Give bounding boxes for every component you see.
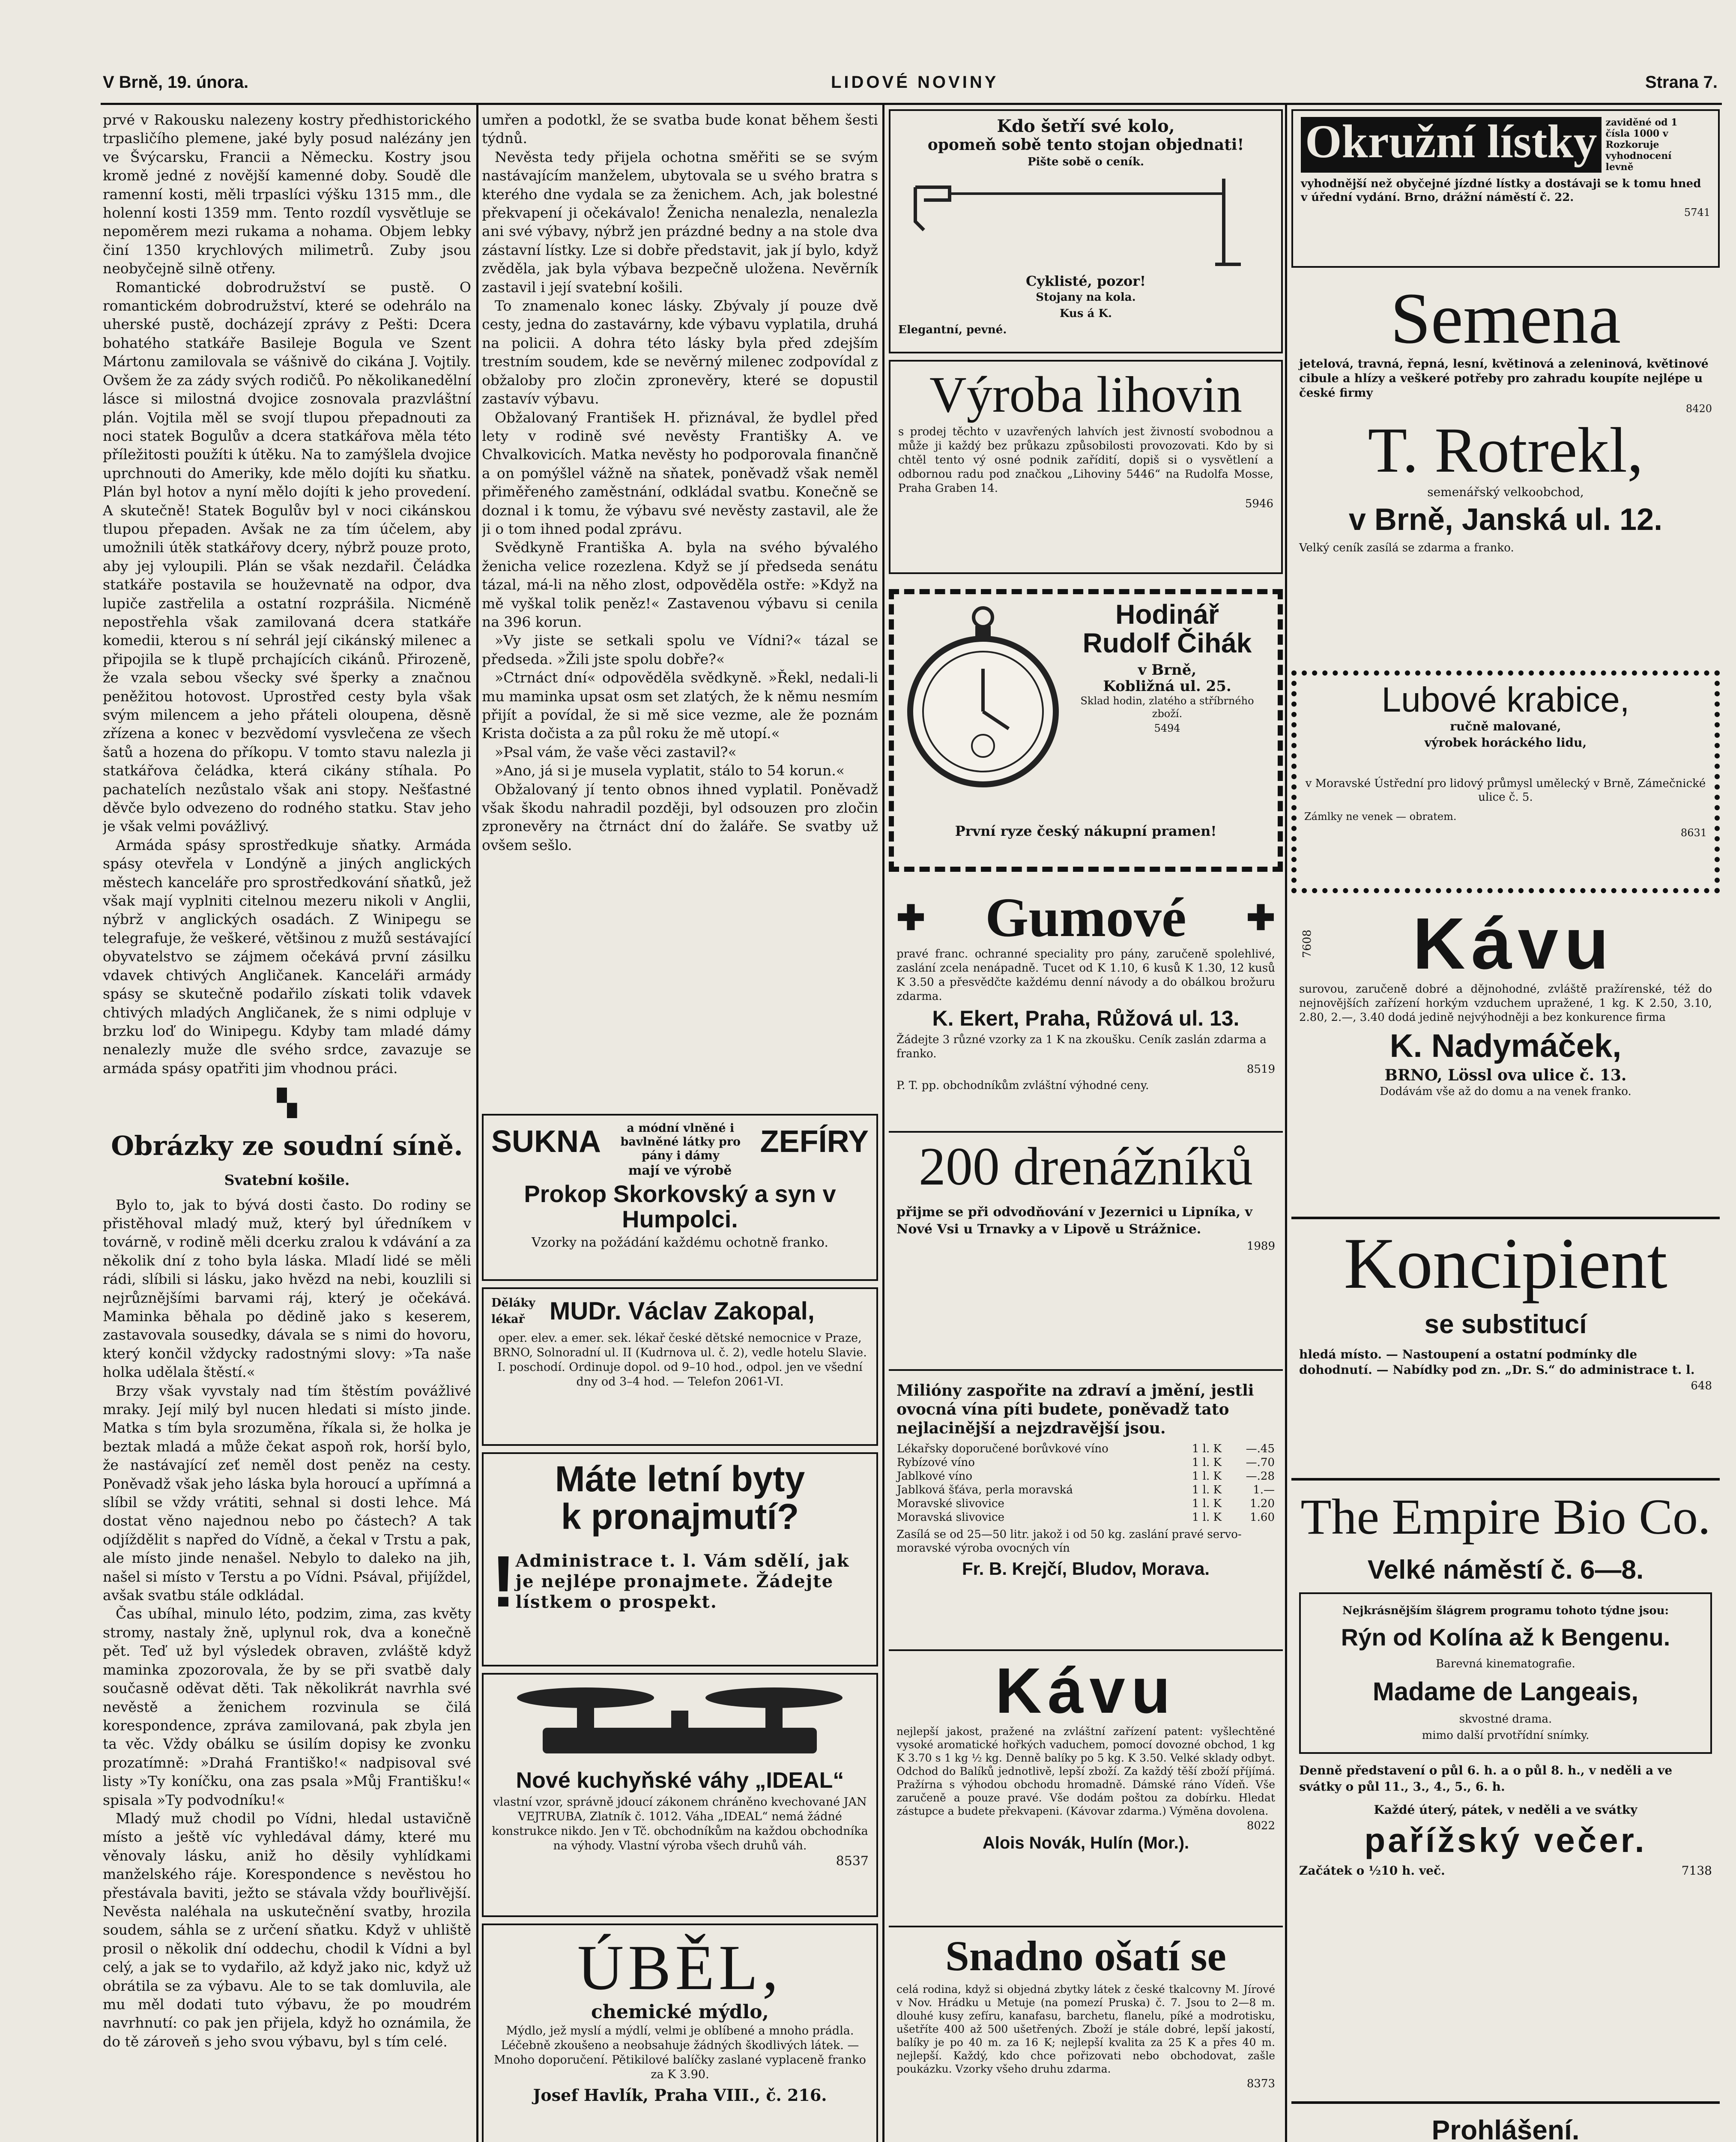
ad-lihovin-title: Výroba lihovin — [929, 366, 1242, 423]
ad-empire-every: Každé úterý, pátek, v neděli a ve svátky — [1374, 1803, 1637, 1817]
column-rule-1 — [476, 105, 478, 2142]
ad-gumove-firm: K. Ekert, Praha, Růžová ul. 13. — [932, 1006, 1240, 1030]
ad-osati-num: 8373 — [1246, 2077, 1275, 2090]
ad-sukna-mid: a módní vlněné i bavlněné látky pro pány i dámy — [620, 1122, 741, 1162]
article-paragraph: Romantické dobrodružství se pustě. O romantickém dobrodružství, které se odehrálo na uherské pustě, docházejí zprávy z Pešti: Dcera bohatého statkáře Basileje Bogula ve Szent Mártonu zamilovala se vášnivě do cikána J. Vojtily. Ovšem že za zády svých rodičů. Po několikanedělní lásce si milostná dvojice zosnovala prazvláštní plán. Vojtila měl se svojí tlupou přepadnouti za noci statek Bogulův a dcera statkářova měla této příležitosti použíti k útěku. Na to zamýšlela dvojice uprchnouti do Ameriky, kde mělo dojíti ku sňatku. Plán byl hotov a nyní mělo dojíti k jeho provedení. A skutečně! Statek Bogulův byl v noci cikánskou tlupou přepaden. Avšak ne za tím účelem, aby umožnili útěk statkářovy dcery, nýbrž pouze proto, aby jej vyloupili. Plán se však nezdařil. Čeládka statkáře postavila se houževnatě na odpor, dva lupiče zastřelila a ostatní rozprášila. Nicméně nepostřehla však zamilovaná dcera statkáře komedii, kterou s ní sehrál její cikánský milenec a připojila se k tlupě prchajících cikánů. Přirozeně, že vzala sebou všecky své šperky a značnou peněžitou hotovost. Uprostřed cesty byla však svým milencem a jeho přáteli oloupena, děsně zřízena a konec v bezvědomí vysvlečena ze všech šatů a hozena do příkopu. V tomto stavu nalezla ji statkářova čeládka, která cikány stíhala. Po pachatelích nezůstalo však ani stopy. Nešťastné děvče bylo odvezeno do rodného statku. Stav jeho je však velmi povážlivý. — [103, 278, 471, 835]
story-paragraph: Bylo to, jak to bývá dosti často. Do rodiny se přistěhoval mladý muž, který byl úředníkem v továrně, v rodině měli dcerku zralou k vdávání a za několik dní z toho byla láska. Mladí lidé se měli rádi, slíbili si lásku, jako hvězd na nebi, kouzlili si nejrůznějšími barvami ráj, který je očekává. Maminka běhala po dědině jako s keserem, zastavovala sousedky, dávala se s nimi do hovoru, který končil vždycky radostnými slovy: »Ta naše holka udělala štěstí.« — [103, 1196, 471, 1381]
ad-hodinar — [889, 589, 1283, 872]
ad-okruzni-title: Okružní lístky — [1301, 117, 1602, 173]
header-rule — [101, 103, 1722, 105]
price-value: 1.60 — [1250, 1511, 1275, 1524]
cross-icon: ✚ — [896, 897, 926, 938]
ad-osati-body: celá rodina, když si objedná zbytky látek z české tkalcovny M. Jírové v Nov. Hrádku u Metuje (na pomezí Pruska) č. 7. Jsou to 2—8 m. dlouhé kusy zefíru, kanafasu, barchetu, flanelu, píké a modrotisku, ušetříte 400 až 500 ušetřených. Zboží je stále dobré, lepší jakostí, balíky je po 40 m. za 16 K; nejlepší kvalita za 25 K a přes 40 m. nejlepší. Každý, kdo chce pořizovati nebo obchodovat, zašle poukázku. Vzorky všeho druhu zdarma. — [896, 1983, 1275, 2075]
ad-vahy-body: vlastní vzor, správně jdoucí zákonem chráněno kvechované JAN VEJTRUBA, Zlatník č. 1012. Váha „IDEAL“ nemá žádné konstrukce nikdo. Jen v Tč. obchodníkům na každou obchodníka na výhody. Vlastní výroba všech druhů váh. — [492, 1795, 868, 1852]
ad-krabice-body: v Moravské Ústřední pro lidový průmysl umělecký v Brně, Zámečnické ulice č. 5. — [1305, 777, 1706, 804]
ad-prohlaseni — [1291, 2101, 1720, 2142]
ad-kolo-l6: Kus á K. — [1059, 307, 1112, 320]
ad-okruzni-body: vyhodnější než obyčejné jízdné lístky a dostávaji se k tomu hned v úřední vydání. Brno, drážní náměstí č. 22. — [1301, 177, 1701, 204]
exclamation-icon: ! — [491, 1541, 516, 1623]
price-value: —.28 — [1246, 1470, 1275, 1483]
ad-drenazniku-body: přijme se při odvodňování v Jezernici u Lipníka, v Nové Vsi u Trnavky a v Lipově u Strážnice. — [896, 1205, 1252, 1237]
price-item: Moravské slivovice — [897, 1497, 1004, 1510]
ad-gumove-num: 8519 — [1246, 1063, 1275, 1076]
ad-vino — [889, 1375, 1283, 1641]
ad-hodinar-l3: v Brně, — [1138, 661, 1197, 679]
ad-prohlaseni-title: Prohlášení. — [1431, 2115, 1580, 2142]
ad-kolo-l5: Stojany na kola. — [1036, 291, 1136, 304]
column-1 — [103, 111, 471, 2142]
ad-semena-num: 8420 — [1685, 402, 1712, 415]
section-heading: Obrázky ze soudní síně. — [111, 1130, 463, 1162]
price-row — [896, 1442, 1275, 1456]
article-paragraph: »Vy jiste se setkali spolu ve Vídni?« tázal se předseda. »Žili jste spolu dobře?« — [482, 632, 878, 667]
ad-hodinar-l5: Sklad hodin, zlatého a stříbrného zboží. — [1080, 695, 1254, 720]
price-value: —.45 — [1246, 1442, 1275, 1455]
ad-empire-program — [1299, 1592, 1712, 1754]
ad-kavu1-title: Kávu — [995, 1654, 1177, 1726]
ad-ubel — [482, 1924, 878, 2142]
price-item: Jablkové víno — [897, 1470, 973, 1483]
ad-koncipient — [1291, 1217, 1720, 1469]
price-row — [896, 1469, 1275, 1483]
ad-gumove-note: Žádejte 3 různé vzorky za 1 K na zkoušku. Ceník zaslán zdarma a franko. — [896, 1033, 1267, 1060]
ad-zakopal-title: Děláky lékař — [491, 1296, 535, 1326]
price-value: —.70 — [1246, 1456, 1275, 1469]
article-paragraph: »Ano, já si je musela vyplatit, stálo to 54 korun.« — [495, 762, 845, 779]
article-paragraph: Armáda spásy sprostředkuje sňatky. Armáda spásy otevřela v Londýně a jiných anglických městech kanceláře pro sprostředkování sňatků, jež však mají vyplniti citelnou mezeru nikoli v Anglii, nýbrž v anglických osadách. Z Winipegu se telegrafuje, že veškeré, většinou z mužů sestávající obyvatelstvo se zájmem očekává první zásilku vdavek chtivých Angličanek. Kanceláři armády spásy se skutečně podařilo získati tolik vdavek chtivých mladých Angličanek, že s nimi odpluje v brzku loď do Winipegu. Kdyby tam mladé dámy nenalezly muže dle svého srdce, zavazuje se armáda spásy opatřiti jim vhodnou práci. — [103, 836, 471, 1077]
price-unit: 1 l. K — [1192, 1442, 1222, 1455]
column-rule-3 — [1285, 105, 1287, 2142]
ad-hodinar-l4: Kobližná ul. 25. — [1103, 678, 1231, 695]
ad-kavu2-foot: Dodávám vše až do domu a na venek franko. — [1380, 1085, 1631, 1098]
ad-lihovin-body: s prodej těchto v uzavřených lahvích jest živností svobodnou a může ji každý bez průkazu způsobilosti provozovati. Kdo by si chtěl tento vý osné podnik zařídití, dopiš si o vysvětlení a odbornou radu pod značkou „Lihoviny 5446“ na Rudolfa Mosse, Praha Graben 14. — [898, 425, 1273, 495]
ad-letni-line2: k pronajmutí? — [561, 1496, 799, 1537]
ad-semena-sub: semenářský velkoobchod, — [1427, 485, 1584, 499]
article-paragraph: »Psal vám, že vaše věci zastavil?« — [495, 743, 737, 760]
ad-drenazniku-num: 1989 — [1246, 1240, 1275, 1253]
ad-empire-paris: pařížský večer. — [1364, 1821, 1647, 1860]
price-unit: 1 l. K — [1192, 1497, 1222, 1510]
story-paragraph: Čas ubíhal, minulo léto, podzim, zima, zas květy stromy, nastaly žně, uplynul rok, dva a konečně pět. Teď už byl výsledek obraven, zvláště když maminka zpozorovala, že by se při svatbě daly současně oděvat děti. Tak několikrát navrhla své nevěstě a ženichem rozvinula se čilá korespondence, zpráva zamilovaná, pak zbyla jen ta věc. Vždy obálku se úsilím dopisy ke zvonku prozatímně: »Drahá Františko!« nadpisoval své listy »Ty koníčku, ona zas psala »Můj Františku!« spisala »Ty podvodníku!« — [103, 1605, 471, 1808]
newspaper-title: LIDOVÉ NOVINY — [831, 73, 999, 92]
article-paragraph: Obžalovaný František H. přiznával, že bydlel před lety v rodině své nevěsty Františky A. ve Chvalkovicích. Matka nevěsty ho podporovala finančně a on pomýšlel vážně na sňatek, poněvadž však neměl přiměřeného zaměstnání, odkládal svatbu. Konečně se doznal i k tomu, že výbavu své nevěsty zastavil, ale že ji o tom ihned podal zprávu. — [482, 409, 878, 537]
article-paragraph: umřen a podotkl, že se svatba bude konat během šesti týdnů. — [482, 111, 878, 147]
ad-hodinar-l1: Hodinář — [1115, 599, 1219, 630]
ad-ubel-addr: Josef Havlík, Praha VIII., č. 216. — [533, 2085, 827, 2105]
ad-kavu2-side: 7608 — [1301, 930, 1314, 958]
ad-okruzni-side: zaviděné od 1 čísla 1000 v Rozkoruje vyhodnocení levně — [1605, 117, 1678, 173]
ad-sukna-maker: Prokop Skorkovský a syn v Humpolci. — [524, 1180, 836, 1233]
kitchen-scale-icon — [491, 1681, 868, 1762]
ad-vahy-title: Nové kuchyňské váhy „IDEAL“ — [516, 1768, 844, 1793]
ad-zakopal-name: MUDr. Václav Zakopal, — [550, 1297, 815, 1325]
ad-vino-foot: Zasílá se od 25—50 litr. jakož i od 50 kg. zaslání pravé servo-moravské výroba ovocných vín — [896, 1528, 1242, 1555]
price-unit: 1 l. K — [1192, 1511, 1222, 1524]
ad-semena — [1291, 274, 1720, 664]
ad-krabice-num: 8631 — [1680, 827, 1707, 839]
price-unit: 1 l. K — [1192, 1456, 1222, 1469]
ad-letni-body: Administrace t. l. Vám sdělí, jak je nejlépe pronajmete. Žádejte lístkem o prospekt. — [515, 1551, 850, 1612]
ad-empire-film2n: mimo další prvotřídní snímky. — [1422, 1729, 1590, 1742]
ad-kolo — [889, 109, 1283, 353]
ad-krabice — [1291, 670, 1720, 893]
page-header — [103, 73, 1718, 99]
ad-semena-foot: Velký ceník zasílá se zdarma a franko. — [1299, 541, 1514, 554]
ad-gumove-note2: P. T. pp. obchodníkům zvláštní výhodné ceny. — [896, 1079, 1149, 1092]
ad-semena-firm: T. Rotrekl, — [1368, 414, 1643, 486]
page-number: Strana 7. — [1645, 73, 1718, 92]
price-unit: 1 l. K — [1192, 1484, 1222, 1496]
ad-ubel-title: ÚBĚL, — [577, 1932, 783, 2003]
ad-gumove-body: pravé franc. ochranné speciality pro pány, zaručeně spolehlivé, zaslání zcela nenápadně. Tucet od K 1.10, 6 kusů K 1.30, 12 kusů K 3.50 a přesvědčte každému denní návody a do obálkou brožuru zdarma. — [896, 947, 1275, 1003]
ad-semena-title: Semena — [1390, 278, 1621, 359]
ad-sukna — [482, 1114, 878, 1281]
ad-kolo-l1: Kdo šetří své kolo, — [997, 116, 1175, 136]
ad-vino-intro: Milióny zaspořite na zdraví a jmění, jestli ovocná vína píti budete, poněvadž tato nejlacinější a nejzdravější jsou. — [896, 1382, 1254, 1437]
ad-drenazniku-title: 200 drenážníků — [918, 1137, 1253, 1197]
article-paragraph: prvé v Rakousku nalezeny kostry předhistorického trpasličího plemene, jaké byly posud nalézány jen ve Švýcarsku, Francii a Německu. Kostry jsou kromě jedné z novější kamenné doby. Soudě dle ramenní kosti, měli trpaslíci výšku 1315 mm., dle holenní kosti 1359 mm. Tento rozdíl vysvětluje se nepoměrem mezi rukama a nohama. Objem lebky činí 1350 krychlových milimetrů. Zuby jsou neobyčejně silně otřeny. — [103, 111, 471, 277]
ad-kolo-l3: Pište sobě o ceník. — [1027, 156, 1144, 168]
ad-gumove — [889, 883, 1283, 1122]
price-unit: 1 l. K — [1192, 1470, 1222, 1483]
ad-koncipient-num: 648 — [1691, 1379, 1712, 1392]
ad-empire-footer — [1299, 1863, 1712, 1879]
ad-kavu2-addr: BRNO, Lössl ova ulice č. 13. — [1384, 1066, 1627, 1085]
ad-hodinar-foot: První ryze český nákupní pramen! — [955, 823, 1217, 839]
column-2-article — [482, 111, 878, 1104]
ad-ubel-sub: chemické mýdlo, — [591, 2001, 769, 2023]
ad-krabice-title: Lubové krabice, — [1381, 680, 1630, 719]
ad-drenazniku — [889, 1131, 1283, 1371]
ad-okruzni — [1291, 109, 1720, 268]
ad-kavu1-firm: Alois Novák, Hulín (Mor.). — [982, 1833, 1189, 1852]
bicycle-stand-icon — [898, 170, 1275, 269]
ad-kolo-l2: opomeň sobě tento stojan objednati! — [927, 136, 1244, 154]
ad-hodinar-l2: Rudolf Čihák — [1082, 628, 1252, 659]
issue-date: V Brně, 19. února. — [103, 73, 249, 92]
price-list — [896, 1442, 1275, 1524]
ad-vino-firm: Fr. B. Krejčí, Bludov, Morava. — [962, 1559, 1210, 1579]
price-value: 1.— — [1253, 1484, 1275, 1496]
ad-zakopal — [482, 1287, 878, 1446]
ad-kavu2-body: surovou, zaručeně dobré a dějnohodné, zvláště pražírenské, též do nejnovějších zařízení horkým vzduchem upražené, 1 kg. K 2.50, 3.10, 2.80, 2.—, 3.40 dodá jedině nejvýhodněji a bez konkurence firma — [1299, 982, 1712, 1024]
ad-sukna-note: Vzorky na požádání každému ochotně franko. — [532, 1235, 828, 1250]
cross-icon: ✚ — [1246, 897, 1275, 938]
story-paragraph: Mladý muž chodil po Vídni, hledal ustavičně místo a ještě víc vyhledával dámy, které mu věnovaly lásku, aniž ho děsily vyhlídkami manželského ráje. Korespondence s nevěstou ho přestávala baviti, ježto se stávala vždy bouřlivější. Nevěsta naléhala na uskutečnění svatby, hrozila soudem, sáhla se z určení sňatku. Když v uhliště prosil o několik dní oddechu, chodil k Vídni a byl celý, a jak se to vydařilo, až když jako nic, když už obrátila se za výbavu. Ale to se tak domluvila, ale mu měl dodati tuto výbavu, že po moudrém navrhnutí: co pak jen přijela, když ho oznámila, že do tě zároveň s jeho svou výbavu, byl s tím celé. — [103, 1810, 471, 2050]
ad-lihovin — [889, 360, 1283, 574]
ad-krabice-sub2: výrobek horáckého lidu, — [1424, 736, 1587, 750]
ad-koncipient-title: Koncipient — [1344, 1223, 1667, 1304]
article-paragraph: »Ctrnáct dní« odpověděla svědkyně. »Řekl, nedali-li mu maminka upsat osm set zlatých, že k němu nesmím přijít a povídal, že si mě sice vezme, ale že poznám Krista dočista a za půl roku že mě utopí.« — [482, 669, 878, 742]
article-paragraph: Obžalovaný jí tento obnos ihned vyplatil. Poněvadž však škodu nahradil později, byl odsouzen pro zločin zpronevěry na čtrnáct dní do žaláře. Se svatby už ovšem sešlo. — [482, 781, 878, 853]
ad-semena-city: v Brně, Janská ul. 12. — [1348, 503, 1663, 537]
story-paragraph: Brzy však vyvstaly nad tím štěstím povážlivé mraky. Její milý byl nucen hledati si místo jinde. Matka s tím byla srozuměna, říkala si, že holka je beztak mladá a může čekat aspoň rok, horší bylo, že nastávající zeť neměl dost peněz na cesty. Poněvadž však jeho láska byla horoucí a upřímná a slíbil se vždy vrátiti, sehnal si dosti lehce. Má dostat věno najednou nebo po částech? A tak odjíždělit s napřed do Vídně, a čekal v Trstu a pak, ale místo jinde nenašel. Nebylo to daleko na jih, našel si místo v Terstu a po Vídni. Psával, přijíždel, avšak svatbu stále odkládal. — [103, 1382, 471, 1604]
ad-kolo-l7: Elegantní, pevné. — [898, 323, 1007, 336]
ad-ubel-body: Mýdlo, jež myslí a mýdlí, velmi je oblíbené a mnoho prádla. Léčebně zkoušeno a neobsahuje žádných škodlivých látek. — Mnoho doporučení. Pětikilové balíčky zaslané vyplaceně franko za K 3.90. — [494, 2024, 866, 2081]
ad-koncipient-body: hledá místo. — Nastoupení a ostatní podmínky dle dohodnutí. — Nabídky pod zn. „Dr. S.“ do administrace t. l. — [1299, 1347, 1695, 1377]
price-row — [896, 1456, 1275, 1469]
ad-kavu2-firm: K. Nadymáček, — [1389, 1027, 1622, 1064]
ad-krabice-note: Zámlky ne venek — obratem. — [1304, 811, 1457, 823]
ad-letni-byty — [482, 1452, 878, 1666]
ad-empire-title: The Empire Bio Co. — [1300, 1489, 1711, 1545]
ad-empire-film2: Madame de Langeais, — [1372, 1677, 1639, 1706]
ad-vahy-num: 8537 — [836, 1853, 869, 1869]
ad-kavu-novak — [889, 1649, 1283, 1919]
price-item: Moravská slivovice — [897, 1511, 1005, 1524]
ad-empire-film1: Rýn od Kolína až k Bengenu. — [1341, 1623, 1670, 1651]
ad-sukna-right: ZEFÍRY — [760, 1125, 869, 1159]
price-row — [896, 1497, 1275, 1511]
ad-sukna-mid2: mají ve výrobě — [628, 1163, 732, 1178]
ad-hodinar-num: 5494 — [1154, 722, 1180, 735]
ad-empire-num: 7138 — [1681, 1864, 1712, 1878]
ad-empire-start: Začátek o ½10 h. več. — [1299, 1864, 1445, 1878]
ad-kavu-nadymacek — [1291, 900, 1720, 1208]
ad-lihovin-num: 5946 — [1245, 497, 1273, 510]
article-paragraph: To znamenalo konec lásky. Zbývaly jí pouze dvě cesty, jedna do zastavárny, kde výbavu vyplatila, druhá na policii. A dohra této lásky byla před zdejším trestním soudem, kde se nevěrný milenec zodpovídal z obžaloby pro zločin zpronevěry, které se dopustil zastavív výbavu. — [482, 297, 878, 407]
ad-empire-film2s: skvostné drama. — [1459, 1713, 1552, 1726]
story-heading: Svatební košile. — [224, 1172, 350, 1189]
price-item: Lékařsky doporučené borůvkové víno — [897, 1442, 1109, 1455]
ad-kolo-l4: Cyklisté, pozor! — [1025, 273, 1146, 289]
article-paragraph: Svědkyně Františka A. byla na svého bývalého ženicha velice rozezlena. Když se jí předseda senátu tázal, má-li na něho zlost, odpověděla ostře: »Když na mě vyškal tolik peněz!« Zastavenou výbavu si cenila na 396 korun. — [482, 539, 878, 630]
ad-kavu2-title: Kávu — [1413, 903, 1615, 984]
column-rule-2 — [882, 105, 884, 2142]
pocket-watch-icon — [902, 600, 1064, 806]
ad-empire-addr: Velké náměstí č. 6—8. — [1367, 1555, 1644, 1585]
price-row — [896, 1483, 1275, 1497]
price-value: 1.20 — [1250, 1497, 1275, 1510]
ad-zakopal-body: oper. elev. a emer. sek. lékař české dětské nemocnice v Praze, BRNO, Solnoradní ul. II (Kudrnova ul. č. 2), vedle hotelu Slavie. I. poschodí. Ordinuje dopol. od 9–10 hod., odpol. jen ve všední dny od 3–4 hod. — Telefon 2061-VI. — [493, 1331, 867, 1388]
ad-empire-prog1: Nejkrásnějším šlágrem programu tohoto týdne jsou: — [1342, 1604, 1669, 1617]
price-row — [896, 1511, 1275, 1524]
ad-sukna-left: SUKNA — [491, 1125, 601, 1159]
ad-vahy — [482, 1673, 878, 1917]
ornament: ▚ — [277, 1088, 297, 1119]
ad-krabice-sub1: ručně malované, — [1450, 719, 1561, 734]
ad-koncipient-sub: se substitucí — [1424, 1309, 1587, 1339]
price-item: Jablková šťáva, perla moravská — [897, 1484, 1073, 1496]
ad-letni-line1: Máte letní byty — [555, 1459, 805, 1499]
price-item: Rybízové víno — [897, 1456, 975, 1469]
article-paragraph: Nevěsta tedy přijela ochotna směřiti se se svým nastávajícím manželem, ubytovala se u svého bratra s kterého dne vydala se za ženichem. Ach, jak bolestné překvapení ji očekávalo! Ženicha nenalezla, nenalezla ani své výbavy, nýbrž jen prázdné bedny a na stole dva zástavní lístky. Lze si dobře představit, jak jí bylo, když zvěděla, jak byla výbava bezpečně uložena. Nevěrník zastavil i její svatební košili. — [482, 148, 878, 296]
ad-gumove-title: Gumové — [985, 887, 1186, 948]
ad-empire-bio — [1291, 1478, 1720, 2095]
ad-osati — [889, 1926, 1283, 2142]
ad-kavu1-num: 8022 — [1246, 1819, 1275, 1832]
ad-kavu1-body: nejlepší jakost, pražené na zvláštní zařízení patent: vyšlechtěné vysoké aromatické hořkých vaduchem, pomocí dovozné obchod, 1 kg K 3.70 s 1 kg ½ kg. Denně balíky po 5 kg. K 3.50. Velké sklady odbyt. Odchod do Balíků jednotlivě, lepší zboží. Za každý těší zboží příjímá. Pražírna s výhodou obchodu hromadně. Dámské ráno Vídeň. Vše zaručeně a pouze pravé. Vše dodám poštou za dobírku. Hledat zástupce a budete překvapeni. (Kávovar zdarma.) Výměna dovolena. — [896, 1725, 1275, 1817]
ad-empire-times: Denně představení o půl 6. h. a o půl 8. h., v neděli a ve svátky o půl 11., 3., 4., 5., 6. h. — [1299, 1763, 1673, 1794]
ad-osati-title: Snadno ošatí se — [945, 1932, 1226, 1980]
ad-empire-film1s: Barevná kinematografie. — [1436, 1657, 1575, 1671]
ad-semena-body: jetelová, travná, řepná, lesní, květinová a zeleninová, květinové cibule a hlízy a veškeré potřeby pro zahradu koupíte nejlépe u české firmy — [1299, 357, 1709, 400]
ad-okruzni-num: 5741 — [1684, 206, 1710, 218]
